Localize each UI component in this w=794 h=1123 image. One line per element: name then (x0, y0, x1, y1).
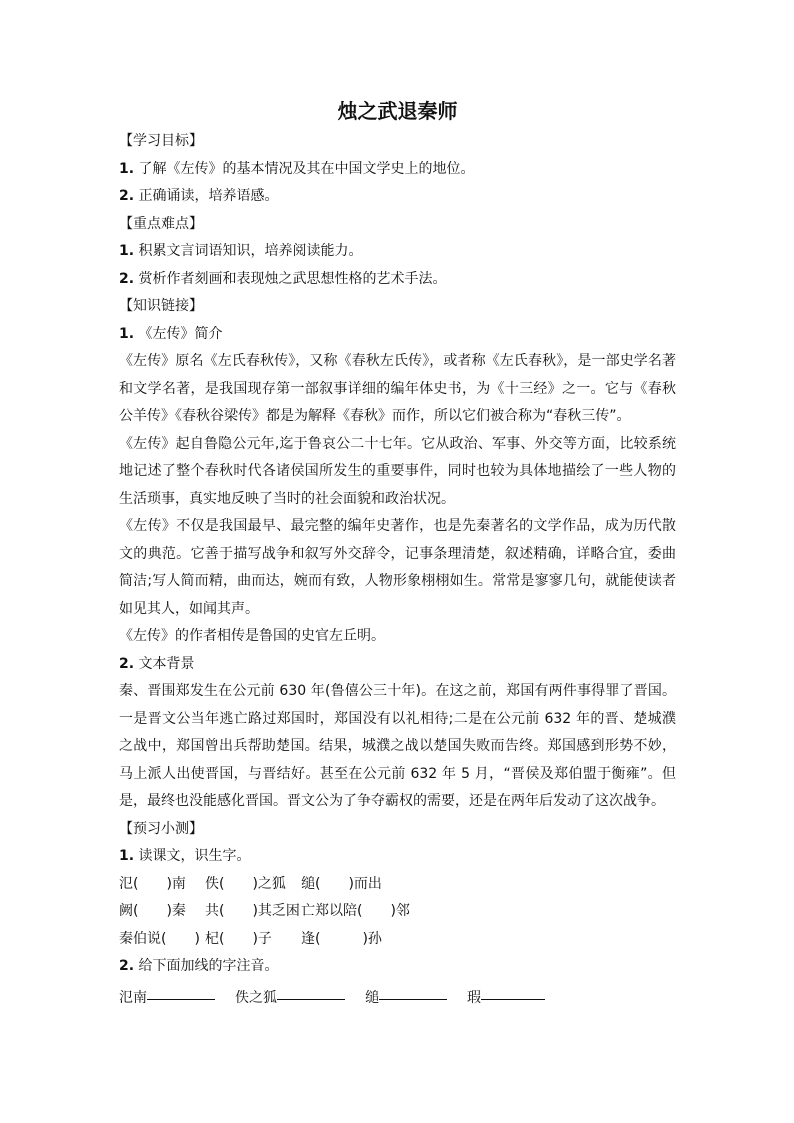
phonetic-word: 瑕 (467, 989, 481, 1006)
char-row (119, 926, 676, 954)
item-text: 了解《左传》的基本情况及其在中国文学史上的地位。 (138, 160, 475, 177)
char-item: 阙( )秦 (119, 903, 186, 919)
question-text: 给下面加线的字注音。 (138, 958, 279, 974)
phonetic-word: 佚之狐 (235, 989, 277, 1006)
section-heading-goals: 【学习目标】 (119, 133, 203, 149)
paragraph: 《左传》起自鲁隐公元年,迄于鲁哀公二十七年。它从政治、军事、外交等方面，比较系统地记述了整个春秋时代各诸侯国所发生的重要事件，同时也较为具体地描绘了一些人物的生活琐事，真实地反映了当时的社会面貌和政治状况。 (119, 435, 676, 507)
char-row (119, 898, 676, 926)
char-item: 逢( )孙 (301, 930, 382, 947)
char-item: 杞( )子 (205, 930, 272, 947)
char-item: 秦伯说( ) (119, 930, 200, 947)
item-number: 2. (119, 270, 135, 287)
answer-blank[interactable] (277, 985, 345, 1000)
char-item: 亡郑以陪( )邻 (301, 903, 410, 919)
item-number: 1. (119, 848, 135, 864)
key-item (119, 238, 676, 266)
answer-blank[interactable] (481, 985, 545, 1000)
paragraph: 《左传》的作者相传是鲁国的史官左丘明。 (119, 628, 385, 644)
section-heading-preview: 【预习小测】 (119, 820, 203, 837)
goal-item (119, 183, 676, 211)
answer-blank[interactable] (147, 985, 215, 1000)
phonetic-word: 缒 (365, 989, 379, 1006)
question-text: 读课文，识生字。 (138, 848, 251, 864)
item-text: 积累文言词语知识，培养阅读能力。 (138, 243, 363, 259)
item-number: 2. (119, 958, 135, 974)
section-heading-keys: 【重点难点】 (119, 215, 203, 232)
item-number: 2. (119, 188, 135, 204)
section-heading-knowledge: 【知识链接】 (119, 298, 203, 314)
char-item: 佚( )之狐 (205, 875, 286, 892)
item-text: 正确诵读，培养语感。 (138, 188, 279, 204)
paragraph: 秦、晋围郑发生在公元前 630 年(鲁僖公三十年)。在这之前，郑国有两件事得罪了晋国。一是晋文公当年逃亡路过郑国时，郑国没有以礼相待;二是在公元前 632 年的晋、楚城濮之战中，郑国曾出兵帮助楚国。结果，城濮之战以楚国失败而告终。郑国感到形势不妙，马上派人出使晋国，与晋结好。甚至在公元前 632 年 5 月，“晋侯及郑伯盟于衡雍”。但是，最终也没能感化晋国。晋文公为了争夺霸权的需要，还是在两年后发动了这次战争。 (119, 683, 676, 809)
subsection-title-text: 《左传》简介 (138, 325, 223, 342)
char-item: 共( )其乏困 (205, 903, 300, 919)
subsection-title-text: 文本背景 (138, 655, 195, 672)
goal-item (119, 156, 676, 184)
phonetic-row (119, 985, 676, 1013)
paragraph: 《左传》不仅是我国最早、最完整的编年史著作，也是先秦著名的文学作品，成为历代散文的典范。它善于描写战争和叙写外交辞令，记事条理清楚，叙述精确，详略合宜，委曲简洁;写人简而精，曲而达，婉而有致，人物形象栩栩如生。常常是寥寥几句，就能使读者如见其人，如闻其声。 (119, 518, 676, 617)
question (119, 843, 676, 871)
paragraph: 《左传》原名《左氏春秋传》，又称《春秋左氏传》，或者称《左氏春秋》，是一部史学名著和文学名著，是我国现存第一部叙事详细的编年体史书，为《十三经》之一。它与《春秋公羊传》《春秋谷梁传》都是为解释《春秋》而作，所以它们被合称为“春秋三传”。 (119, 353, 676, 424)
subsection-title (119, 651, 676, 679)
question (119, 953, 676, 981)
phonetic-word: 氾南 (119, 989, 147, 1006)
document-title: 烛之武退秦师 (337, 99, 458, 123)
char-item: 氾( )南 (119, 875, 186, 892)
item-number: 2. (119, 655, 135, 672)
char-row (119, 871, 676, 899)
item-number: 1. (119, 160, 135, 177)
char-item: 缒( )而出 (301, 875, 382, 892)
answer-blank[interactable] (379, 985, 447, 1000)
subsection-title (119, 321, 676, 349)
item-number: 1. (119, 325, 135, 342)
item-number: 1. (119, 243, 135, 259)
item-text: 赏析作者刻画和表现烛之武思想性格的艺术手法。 (138, 270, 447, 287)
key-item (119, 266, 676, 294)
